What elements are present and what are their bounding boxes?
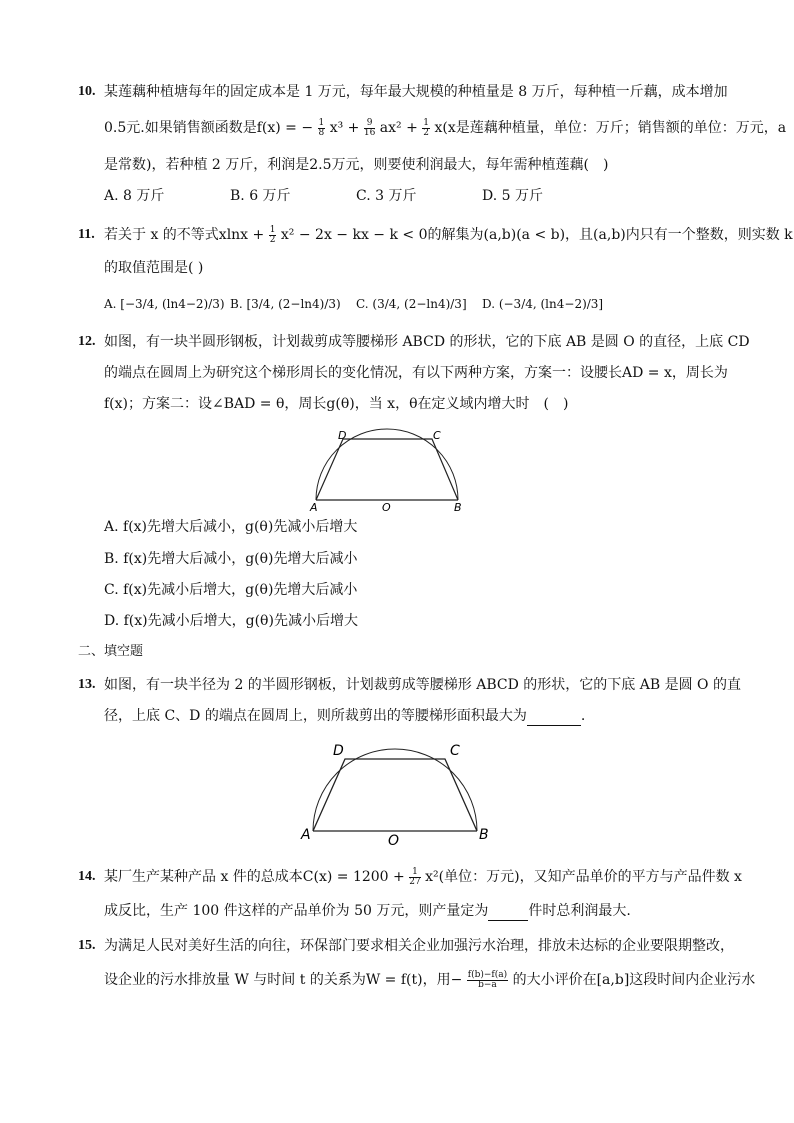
q12-line2: 的端点在圆周上为研究这个梯形周长的变化情况，有以下两种方案，方案一：设腰长AD = x，周长为	[104, 365, 728, 381]
q10-line2-a: 0.5元.如果销售额函数是f(x) = −	[104, 120, 314, 136]
q10-line2-c: ax² +	[379, 120, 418, 136]
q15-line2-a: 设企业的污水排放量 W 与时间 t 的关系为W = f(t)，用−	[104, 972, 463, 988]
q11-option-b[interactable]: B. [3/4, (2−ln4)/3)	[230, 297, 341, 311]
q10-option-b[interactable]: B. 6 万斤	[230, 188, 291, 204]
answer-blank[interactable]	[527, 711, 581, 726]
q13-line2-a: 径，上底 C、D 的端点在圆周上，则所裁剪出的等腰梯形面积最大为	[104, 708, 527, 724]
label-o: O	[382, 501, 391, 513]
q11-option-a[interactable]: A. [−3/4, (ln4−2)/3)	[104, 297, 225, 311]
question-number-11: 11.	[78, 227, 95, 242]
question-number-12: 12.	[78, 334, 96, 349]
label-o: O	[388, 833, 400, 847]
semicircle-arc	[313, 749, 477, 831]
q14-line2-a: 成反比，生产 100 件这样的产品单价为 50 万元，则产量定为	[104, 903, 489, 919]
q11-option-c[interactable]: C. (3/4, (2−ln4)/3]	[356, 297, 467, 311]
label-a: A	[310, 501, 318, 513]
q11-line1	[104, 224, 793, 245]
q14-line1-b: x²(单位：万元)，又知产品单价的平方与产品件数 x	[425, 869, 742, 885]
q13-line1: 如图，有一块半径为 2 的半圆形钢板，计划裁剪成等腰梯形 ABCD 的形状，它的下底 AB 是圆 O 的直	[104, 677, 741, 693]
answer-blank[interactable]	[488, 906, 528, 921]
q10-line1: 某莲藕种植塘每年的固定成本是 1 万元，每年最大规模的种植量是 8 万斤，每种植一斤藕，成本增加	[104, 84, 728, 100]
q10-option-c[interactable]: C. 3 万斤	[356, 188, 417, 204]
q12-option-b[interactable]: B. f(x)先增大后减小，g(θ)先增大后减小	[104, 551, 358, 567]
fraction-1-2: $\frac{1}{2}$	[269, 224, 276, 245]
question-number-15: 15.	[78, 938, 96, 953]
label-d: D	[338, 429, 347, 442]
q15-line1: 为满足人民对美好生活的向往，环保部门要求相关企业加强污水治理，排放未达标的企业要限期整改，	[104, 938, 734, 954]
q10-option-d[interactable]: D. 5 万斤	[482, 188, 543, 204]
label-d: D	[333, 743, 344, 759]
fraction-1-2: $\frac{1}{2}$	[423, 117, 430, 138]
q13-line2-b: .	[580, 708, 586, 724]
fraction-fb-fa: $\frac{f(b)-f(a)}{b-a}$	[467, 969, 508, 990]
q11-line2: 的取值范围是( )	[104, 260, 204, 276]
q12-option-c[interactable]: C. f(x)先减小后增大，g(θ)先增大后减小	[104, 582, 358, 598]
q12-line3: f(x)；方案二：设∠BAD = θ，周长g(θ)，当 x，θ在定义域内增大时 ( )	[104, 396, 569, 412]
label-a: A	[301, 827, 311, 843]
label-c: C	[433, 429, 441, 442]
q11-option-d[interactable]: D. (−3/4, (ln4−2)/3]	[482, 297, 604, 311]
label-b: B	[454, 501, 462, 513]
q14-line1	[104, 867, 746, 887]
section-heading-fill-blank: 二、填空题	[78, 644, 144, 659]
q11-line1-a: 若关于 x 的不等式xlnx +	[104, 227, 265, 243]
q12-option-a[interactable]: A. f(x)先增大后减小，g(θ)先减小后增大	[104, 519, 358, 535]
q11-line1-b: x² − 2x − kx − k < 0的解集为(a,b)(a < b)，且(a,b)内只有一个整数，则实数 k	[280, 227, 793, 243]
question-number-10: 10.	[78, 84, 96, 99]
q10-line2	[104, 117, 787, 138]
label-c: C	[450, 743, 460, 759]
q12-option-d[interactable]: D. f(x)先减小后增大，g(θ)先减小后增大	[104, 613, 358, 629]
trapezoid-figure-13	[295, 735, 495, 847]
q14-line1-a: 某厂生产某种产品 x 件的总成本C(x) = 1200 +	[104, 869, 405, 885]
question-number-13: 13.	[78, 677, 96, 692]
question-number-14: 14.	[78, 869, 96, 884]
q14-line2	[104, 901, 746, 921]
q10-line3: 是常数)，若种植 2 万斤，利润是2.5万元，则要使利润最大，每年需种植莲藕( )	[104, 157, 609, 173]
trapezoid-abcd	[316, 439, 458, 500]
q15-line2-b: 的大小评价在[a,b]这段时间内企业污水	[512, 972, 756, 988]
label-b: B	[479, 827, 489, 843]
q10-line2-d: x(x是莲藕种植量，单位：万斤；销售额的单位：万元，a	[434, 120, 787, 136]
q13-line2	[104, 706, 746, 726]
fraction-1-8: $\frac{1}{8}$	[318, 117, 325, 138]
fraction-9-16: $\frac{9}{16}$	[363, 117, 376, 138]
q12-line1: 如图，有一块半圆形钢板，计划裁剪成等腰梯形 ABCD 的形状，它的下底 AB 是圆 O 的直径，上底 CD	[104, 334, 750, 350]
q10-line2-b: x³ +	[329, 120, 360, 136]
q15-line2	[104, 969, 756, 990]
trapezoid-abcd	[313, 759, 477, 831]
q14-line2-b: 件时总利润最大.	[528, 903, 631, 919]
trapezoid-figure-12	[305, 425, 470, 513]
q10-option-a[interactable]: A. 8 万斤	[104, 188, 165, 204]
fraction-1-27: $\frac{1}{27}$	[409, 866, 421, 887]
